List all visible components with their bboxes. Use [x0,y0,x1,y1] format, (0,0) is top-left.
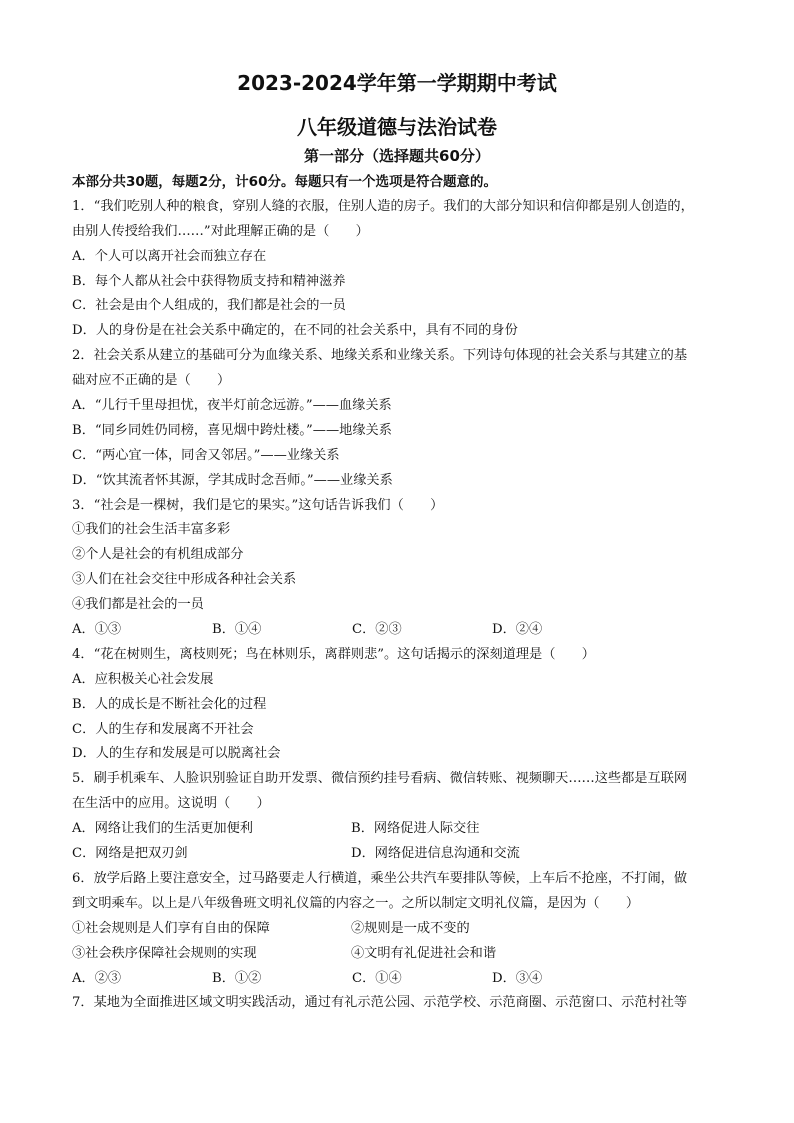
question-5-option-a: A．网络让我们的生活更加便利 [72,821,253,837]
question-6-statement-4: ④文明有礼促进社会和谐 [351,945,497,961]
question-3-option-c: C．②③ [352,622,402,638]
question-6-options [72,967,732,992]
question-3-statement-3: ③人们在社会交往中形成各种社会关系 [72,572,297,588]
question-6-option-d: D．③④ [492,970,543,986]
question-3-statement-1: ①我们的社会生活丰富多彩 [72,522,231,538]
exam-subtitle: 八年级道德与法治试卷 [297,115,497,139]
question-2-option-a: A．“儿行千里母担忧，夜半灯前念远游。”——血缘关系 [72,398,392,414]
question-3-stem: 3．“社会是一棵树，我们是它的果实。”这句话告诉我们（ ） [72,497,444,513]
question-6-statements-row-2 [72,942,732,967]
question-6-statement-1: ①社会规则是人们享有自由的保障 [72,920,270,936]
question-5-option-d: D．网络促进信息沟通和交流 [351,846,520,862]
question-2-stem-cont: 础对应不正确的是（ ） [72,373,231,389]
question-6-option-a: A．②③ [72,970,122,986]
question-6-option-c: C．①④ [352,970,402,986]
exam-title: 2023-2024学年第一学期期中考试 [237,71,557,95]
question-6-statements-row-1 [72,917,732,942]
instructions: 本部分共30题，每题2分，计60分。每题只有一个选项是符合题意的。 [72,174,497,190]
question-1-stem-cont: 由别人传授给我们……”对此理解正确的是（ ） [72,223,369,239]
question-6-statement-3: ③社会秩序保障社会规则的实现 [72,945,257,961]
section-heading: 第一部分（选择题共60分） [304,147,490,165]
question-5-option-c: C．网络是把双刃剑 [72,846,188,862]
question-5-stem: 5．刷手机乘车、人脸识别验证自助开发票、微信预约挂号看病、微信转账、视频聊天……这些都是互联网 [72,771,688,787]
question-7-stem: 7．某地为全面推进区域文明实践活动，通过有礼示范公园、示范学校、示范商圈、示范窗口、示范村社等 [72,995,688,1011]
question-5-options-row-2 [72,842,732,867]
question-2-stem: 2．社会关系从建立的基础可分为血缘关系、地缘关系和业缘关系。下列诗句体现的社会关系与其建立的基 [72,348,688,364]
question-3-option-b: B．①④ [212,622,262,638]
question-3-statement-2: ②个人是社会的有机组成部分 [72,547,244,563]
question-4-option-c: C．人的生存和发展离不开社会 [72,721,254,737]
question-1-option-b: B．每个人都从社会中获得物质支持和精神滋养 [72,273,346,289]
question-5-options-row-1 [72,817,732,842]
question-4-option-b: B．人的成长是不断社会化的过程 [72,696,267,712]
question-4-option-d: D．人的生存和发展是可以脱离社会 [72,746,281,762]
question-2-option-b: B．“同乡同姓仍同榜，喜见烟中跨灶楼。”——地缘关系 [72,422,392,438]
question-6-statement-2: ②规则是一成不变的 [351,920,470,936]
question-4-option-a: A．应积极关心社会发展 [72,671,214,687]
question-2-option-d: D．“饮其流者怀其源，学其成时念吾师。”——业缘关系 [72,472,393,488]
question-3-option-a: A．①③ [72,622,122,638]
question-3-option-d: D．②④ [492,622,543,638]
question-6-stem-cont: 到文明乘车。以上是八年级鲁班文明礼仪篇的内容之一。之所以制定文明礼仪篇，是因为（ ） [72,895,640,911]
question-1-option-d: D．人的身份是在社会关系中确定的，在不同的社会关系中，具有不同的身份 [72,323,518,339]
question-6-option-b: B．①② [212,970,262,986]
question-5-stem-cont: 在生活中的应用。这说明（ ） [72,796,270,812]
question-6-stem: 6．放学后路上要注意安全，过马路要走人行横道，乘坐公共汽车要排队等候，上车后不抢座，不打闹，做 [72,870,688,886]
question-3-statement-4: ④我们都是社会的一员 [72,597,204,613]
question-body [72,170,732,1016]
question-4-stem: 4．“花在树则生，离枝则死；鸟在林则乐，离群则悲”。这句话揭示的深刻道理是（ ） [72,646,595,662]
question-3-options [72,618,732,643]
question-1-option-a: A．个人可以离开社会而独立存在 [72,248,267,264]
question-2-option-c: C．“两心宜一体，同舍又邻居。”——业缘关系 [72,447,340,463]
question-5-option-b: B．网络促进人际交往 [351,821,480,837]
question-1-option-c: C．社会是由个人组成的，我们都是社会的一员 [72,298,346,314]
question-1-stem: 1．“我们吃别人种的粮食，穿别人缝的衣服，住别人造的房子。我们的大部分知识和信仰都是别人创造的， [72,198,694,214]
